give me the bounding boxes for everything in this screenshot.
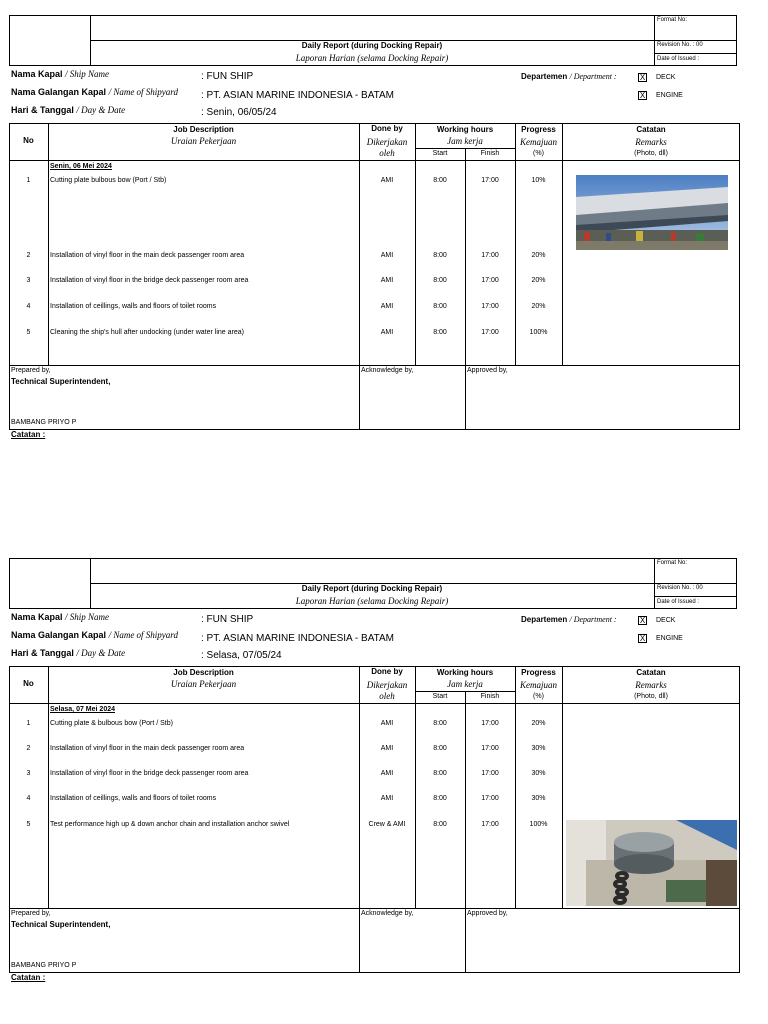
revision-no: Revision No. : 00 — [657, 585, 703, 591]
col-no: No — [23, 136, 34, 145]
col-done-id-1: Dikerjakan — [366, 680, 408, 690]
date-of-issued: Date of Issued : — [657, 56, 700, 62]
ship-hull-photo — [576, 175, 728, 250]
approved-by: Approved by, — [467, 367, 508, 374]
day-date-label: Hari & Tanggal / Day & Date — [11, 648, 126, 658]
deck-checkbox[interactable]: X — [639, 616, 646, 625]
col-job: Job Description — [173, 125, 234, 134]
date-heading: Senin, 06 Mei 2024 — [50, 163, 112, 170]
ship-name-label: Nama Kapal / Ship Name — [11, 69, 110, 79]
deck-checkbox[interactable]: X — [639, 73, 646, 82]
col-done: Done by — [371, 124, 403, 133]
col-job: Job Description — [173, 668, 234, 677]
col-notes: Catatan — [636, 668, 666, 677]
col-start: Start — [432, 150, 448, 157]
report-subtitle: Laporan Harian (selama Docking Repair) — [295, 596, 449, 606]
catatan-label: Catatan : — [11, 430, 46, 439]
day-date-value: : Senin, 06/05/24 — [201, 107, 277, 118]
engine-label: ENGINE — [656, 635, 683, 642]
col-hours: Working hours — [436, 125, 494, 134]
col-hours-id: Jam kerja — [447, 136, 483, 146]
acknowledge-by: Acknowledge by, — [361, 367, 414, 374]
engine-label: ENGINE — [656, 92, 683, 99]
col-job-id: Uraian Pekerjaan — [170, 136, 237, 146]
col-notes-id: Remarks — [635, 137, 667, 147]
col-notes-id: Remarks — [635, 680, 667, 690]
col-done-id-2: oleh — [379, 148, 395, 158]
col-no: No — [23, 679, 34, 688]
day-date-value: : Selasa, 07/05/24 — [201, 650, 282, 661]
format-no: Format No: — [657, 17, 688, 23]
col-progress-id: Kemajuan — [520, 137, 557, 147]
col-progress-unit: (%) — [533, 693, 544, 700]
format-no: Format No: — [657, 560, 688, 566]
signer-name: BAMBANG PRIYO P — [11, 419, 77, 426]
engine-checkbox[interactable]: X — [639, 634, 646, 643]
day-date-label: Hari & Tanggal / Day & Date — [11, 105, 126, 115]
shipyard-label: Nama Galangan Kapal / Name of Shipyard — [11, 87, 178, 97]
col-progress-unit: (%) — [533, 150, 544, 157]
ship-name-value: : FUN SHIP — [201, 71, 254, 82]
col-done-id-1: Dikerjakan — [366, 137, 408, 147]
engine-checkbox[interactable]: X — [639, 91, 646, 100]
catatan-label: Catatan : — [11, 973, 46, 982]
date-of-issued: Date of Issued : — [657, 599, 700, 605]
report-subtitle: Laporan Harian (selama Docking Repair) — [295, 53, 449, 63]
prepared-role: Technical Superintendent, — [11, 377, 111, 386]
prepared-by: Prepared by, — [11, 910, 51, 917]
col-finish: Finish — [480, 150, 500, 157]
prepared-role: Technical Superintendent, — [11, 920, 111, 929]
department-label: Departemen / Department : — [521, 615, 617, 624]
ship-name-label: Nama Kapal / Ship Name — [11, 612, 110, 622]
col-start: Start — [432, 693, 448, 700]
report-title: Daily Report (during Docking Repair) — [301, 41, 443, 50]
acknowledge-by: Acknowledge by, — [361, 910, 414, 917]
prepared-by: Prepared by, — [11, 367, 51, 374]
col-progress: Progress — [521, 668, 556, 677]
col-hours: Working hours — [436, 668, 494, 677]
daily-report-1: Format No: Revision No. : 00 Date of Issued : Daily Report (during Docking Repair) Laporan Harian (selama Docking Repair) Nama Kapal / Ship Name : FUN SHIP Nama Galangan Kapal / Name of Shipyard : PT. ASIAN MARINE INDONESIA - BATAM Hari & Tanggal / Day & Date : Senin, 06/05/24 Departemen / Department : X DECK X ENGINE No Job Description Uraian Pekerjaan Done by Dikerjakan oleh Working hours Jam kerja Start Finish Progress Kemajuan (%) Catatan Remarks (Photo, dll) Senin, 06 Mei 2024 1 Cutting plate bulbous bow (Port / Stb) AMI 8:00 17:00 10% 2 Installation of vinyl floor in the main deck passenger room area AMI 8:00 17:00 20% 3 Installation of vinyl floor in the bridge deck passenger room area AMI 8:00 17:00 20% 4 Installation of ceillings, walls and floors of toilet rooms AMI 8:00 17:00 20% 5 Cleaning the ship's hull after undocking (under water line area) AMI 8:00 17:00 100% Prepared by, Technical Superintendent, Acknowledge by, Approved by, BAMBANG PRIYO P Catatan : — [9, 15, 737, 445]
shipyard-value: : PT. ASIAN MARINE INDONESIA - BATAM — [201, 90, 394, 101]
anchor-windlass-photo — [566, 820, 737, 906]
col-hours-id: Jam kerja — [447, 679, 483, 689]
deck-label: DECK — [656, 617, 676, 624]
department-label: Departemen / Department : — [521, 72, 617, 81]
report-title: Daily Report (during Docking Repair) — [301, 584, 443, 593]
shipyard-label: Nama Galangan Kapal / Name of Shipyard — [11, 630, 178, 640]
ship-name-value: : FUN SHIP — [201, 614, 254, 625]
col-progress: Progress — [521, 125, 556, 134]
revision-no: Revision No. : 00 — [657, 42, 703, 48]
signer-name: BAMBANG PRIYO P — [11, 962, 77, 969]
deck-label: DECK — [656, 74, 676, 81]
daily-report-2: Format No: Revision No. : 00 Date of Issued : Daily Report (during Docking Repair) Laporan Harian (selama Docking Repair) Nama Kapal / Ship Name : FUN SHIP Nama Galangan Kapal / Name of Shipyard : PT. ASIAN MARINE INDONESIA - BATAM Hari & Tanggal / Day & Date : Selasa, 07/05/24 Departemen / Department : X DECK X ENGINE No Job Description Uraian Pekerjaan Done by Dikerjakan oleh Working hours Jam kerja Start Finish Progress Kemajuan (%) Catatan Remarks (Photo, dll) Selasa, 07 Mei 2024 1 Cutting plate & bulbous bow (Port / Stb) AMI 8:00 17:00 20% 2 Installation of vinyl floor in the main deck passenger room area AMI 8:00 17:00 30% 3 Installation of vinyl floor in the bridge deck passenger room area AMI 8:00 17:00 30% 4 Installation of ceillings, walls and floors of toilet rooms AMI 8:00 17:00 30% 5 Test performance high up & down anchor chain and installation anchor swivel Crew & AMI 8:00 17:00 100% Prepared by, Technical Superintendent, Acknowledge by, Approved by, BAMBANG PRIYO P Catatan : — [9, 558, 737, 988]
col-notes: Catatan — [636, 125, 666, 134]
col-finish: Finish — [480, 693, 500, 700]
col-notes-sub: (Photo, dll) — [634, 693, 668, 700]
col-job-id: Uraian Pekerjaan — [170, 679, 237, 689]
shipyard-value: : PT. ASIAN MARINE INDONESIA - BATAM — [201, 633, 394, 644]
col-notes-sub: (Photo, dll) — [634, 150, 668, 157]
date-heading: Selasa, 07 Mei 2024 — [50, 706, 115, 713]
col-progress-id: Kemajuan — [520, 680, 557, 690]
col-done-id-2: oleh — [379, 691, 395, 701]
approved-by: Approved by, — [467, 910, 508, 917]
col-done: Done by — [371, 667, 403, 676]
